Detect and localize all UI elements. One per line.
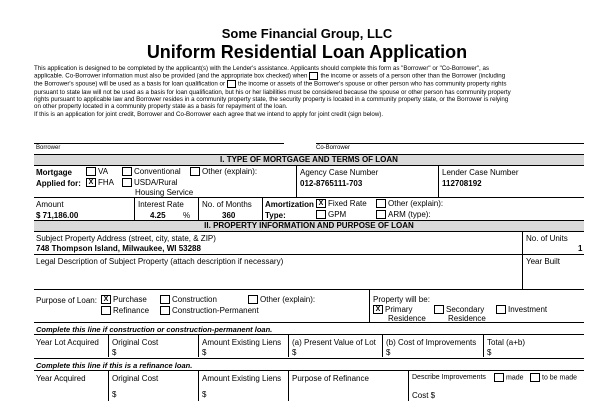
borrower-signature-line[interactable] bbox=[34, 143, 284, 144]
to-be-made-checkbox[interactable] bbox=[530, 373, 540, 382]
form-title: Uniform Residential Loan Application bbox=[146, 42, 468, 62]
refi-original-cost-dollar[interactable]: $ bbox=[112, 390, 117, 399]
lender-case-label: Lender Case Number bbox=[442, 168, 519, 177]
conventional-checkbox[interactable] bbox=[122, 167, 132, 176]
applied-for-label: Applied for: bbox=[36, 179, 81, 188]
section2-heading: II. PROPERTY INFORMATION AND PURPOSE OF LOAN bbox=[34, 221, 584, 231]
refi-original-cost-label: Original Cost bbox=[112, 374, 159, 383]
intro-line: pursuant to state law will not be used as a basis for loan qualification, but his or her liabilities must be considered because the spouse or other person has community property bbox=[34, 88, 511, 96]
other-amortization-checkbox[interactable] bbox=[376, 199, 386, 208]
investment-option[interactable]: Investment bbox=[496, 305, 547, 314]
usda-checkbox[interactable] bbox=[122, 178, 132, 187]
conventional-option[interactable]: Conventional bbox=[122, 167, 181, 176]
fixed-rate-checkbox[interactable]: X bbox=[316, 199, 326, 208]
year-acquired-label: Year Acquired bbox=[36, 374, 86, 383]
primary-residence-checkbox[interactable]: X bbox=[373, 305, 383, 314]
to-be-made-option[interactable]: to be made bbox=[530, 373, 577, 382]
agency-case-label: Agency Case Number bbox=[300, 168, 379, 177]
refinance-purpose-label[interactable]: Purpose of Refinance bbox=[292, 374, 369, 383]
percent-sign: % bbox=[183, 211, 191, 220]
arm-option[interactable]: ARM (type): bbox=[376, 210, 431, 219]
months-value[interactable]: 360 bbox=[222, 211, 236, 220]
section1-heading: I. TYPE OF MORTGAGE AND TERMS OF LOAN bbox=[34, 155, 584, 165]
refinance-option[interactable]: Refinance bbox=[101, 306, 149, 315]
company-name: Some Financial Group, LLC bbox=[221, 26, 393, 41]
intro-line: applicable. Co-Borrower information must also be provided (and the appropriate box checked) when the income or assets of a person other than the Borrower (including bbox=[34, 73, 506, 81]
improvements-cost-label[interactable]: Cost $ bbox=[412, 391, 436, 400]
total-label: Total (a+b) bbox=[487, 338, 526, 347]
secondary-residence-line2: Residence bbox=[448, 314, 486, 323]
construction-permanent-checkbox[interactable] bbox=[160, 306, 170, 315]
property-will-be-label: Property will be: bbox=[373, 295, 430, 304]
existing-liens-dollar[interactable]: $ bbox=[202, 348, 207, 357]
made-checkbox[interactable] bbox=[494, 373, 504, 382]
construction-option[interactable]: Construction bbox=[160, 295, 217, 304]
coborrower-signature-line[interactable] bbox=[316, 143, 584, 144]
describe-improvements-label: Describe Improvements bbox=[412, 374, 486, 381]
refi-existing-liens-label: Amount Existing Liens bbox=[202, 374, 282, 383]
va-option[interactable]: VA bbox=[86, 167, 108, 176]
original-cost-dollar[interactable]: $ bbox=[112, 348, 117, 357]
original-cost-label: Original Cost bbox=[112, 338, 159, 347]
gpm-option[interactable]: GPM bbox=[316, 210, 346, 219]
other-purpose-option[interactable]: Other (explain): bbox=[248, 295, 315, 304]
gpm-checkbox[interactable] bbox=[316, 210, 326, 219]
intro-paragraph bbox=[34, 65, 584, 118]
other-mortgage-option[interactable]: Other (explain): bbox=[190, 167, 257, 176]
legal-description-label[interactable]: Legal Description of Subject Property (attach description if necessary) bbox=[36, 257, 284, 266]
lender-case-value[interactable]: 112708192 bbox=[442, 179, 482, 188]
fixed-rate-option[interactable]: X Fixed Rate bbox=[316, 199, 367, 208]
agency-case-value[interactable]: 012-8765111-703 bbox=[300, 179, 363, 188]
coborrower-income-checkbox[interactable] bbox=[309, 72, 318, 80]
usda-option[interactable]: USDA/Rural bbox=[122, 178, 178, 187]
investment-checkbox[interactable] bbox=[496, 305, 506, 314]
units-label: No. of Units bbox=[526, 234, 568, 243]
arm-checkbox[interactable] bbox=[376, 210, 386, 219]
va-checkbox[interactable] bbox=[86, 167, 96, 176]
borrower-signature-label: Borrower bbox=[36, 145, 61, 151]
intro-line: If this is an application for joint credit, Borrower and Co-Borrower each agree that we intend to apply for joint credit (sign below). bbox=[34, 110, 384, 118]
year-lot-label: Year Lot Acquired bbox=[36, 338, 99, 347]
intro-line: on other property located in a community property state as a basis for repayment of the loan. bbox=[34, 103, 288, 111]
usda-option-line2: Housing Service bbox=[135, 188, 194, 197]
secondary-residence-checkbox[interactable] bbox=[434, 305, 444, 314]
construction-permanent-option[interactable]: Construction-Permanent bbox=[160, 306, 259, 315]
existing-liens-label: Amount Existing Liens bbox=[202, 338, 282, 347]
refinance-checkbox[interactable] bbox=[101, 306, 111, 315]
purchase-checkbox[interactable]: X bbox=[101, 295, 111, 304]
other-amortization-option[interactable]: Other (explain): bbox=[376, 199, 443, 208]
cost-improvements-dollar[interactable]: $ bbox=[386, 348, 391, 357]
property-address-value[interactable]: 748 Thompson Island, Milwaukee, WI 53288 bbox=[36, 244, 201, 253]
other-mortgage-checkbox[interactable] bbox=[190, 167, 200, 176]
other-purpose-checkbox[interactable] bbox=[248, 295, 258, 304]
refinance-note: Complete this line if this is a refinance loan. bbox=[36, 361, 193, 370]
purpose-label: Purpose of Loan: bbox=[36, 296, 97, 305]
amount-value[interactable]: $ 71,186.00 bbox=[36, 211, 79, 220]
construction-note: Complete this line if construction or construction-permanent loan. bbox=[36, 325, 273, 334]
present-value-dollar[interactable]: $ bbox=[292, 348, 297, 357]
amortization-label: Amortization bbox=[265, 200, 314, 209]
amount-label: Amount bbox=[36, 200, 64, 209]
intro-line: This application is designed to be completed by the applicant(s) with the Lender's assistance. Applicants should complete this form as "Borrower" or "Co-Borrower", as bbox=[34, 65, 490, 72]
present-value-label: (a) Present Value of Lot bbox=[292, 338, 376, 347]
construction-checkbox[interactable] bbox=[160, 295, 170, 304]
months-label: No. of Months bbox=[202, 200, 252, 209]
primary-residence-option[interactable]: X Primary bbox=[373, 305, 413, 314]
mortgage-label: Mortgage bbox=[36, 168, 72, 177]
purchase-option[interactable]: X Purchase bbox=[101, 295, 147, 304]
intro-line: rights pursuant to applicable law and Borrower resides in a community property state, the security property is located in a community property state, or the Borrower is relying bbox=[34, 95, 509, 103]
cost-improvements-label: (b) Cost of Improvements bbox=[386, 338, 477, 347]
year-built-label[interactable]: Year Built bbox=[526, 257, 560, 266]
intro-line: the Borrower's spouse) will be used as a basis for loan qualification or the income or assets of the Borrower's spouse or other person who has community property rights bbox=[34, 81, 507, 89]
total-dollar[interactable]: $ bbox=[487, 348, 492, 357]
fha-option[interactable]: X FHA bbox=[86, 178, 114, 187]
property-address-label: Subject Property Address (street, city, state, & ZIP) bbox=[36, 234, 216, 243]
amortization-type-label: Type: bbox=[265, 211, 286, 220]
spouse-income-checkbox[interactable] bbox=[227, 80, 236, 88]
primary-residence-line2: Residence bbox=[388, 314, 426, 323]
fha-checkbox[interactable]: X bbox=[86, 178, 96, 187]
made-option[interactable]: made bbox=[494, 373, 524, 382]
coborrower-signature-label: Co-Borrower bbox=[316, 145, 351, 151]
interest-rate-label: Interest Rate bbox=[138, 200, 184, 209]
interest-rate-value[interactable]: 4.25 bbox=[150, 211, 166, 220]
secondary-residence-option[interactable]: Secondary bbox=[434, 305, 484, 314]
units-value[interactable]: 1 bbox=[578, 244, 583, 253]
refi-existing-liens-dollar[interactable]: $ bbox=[202, 390, 207, 399]
